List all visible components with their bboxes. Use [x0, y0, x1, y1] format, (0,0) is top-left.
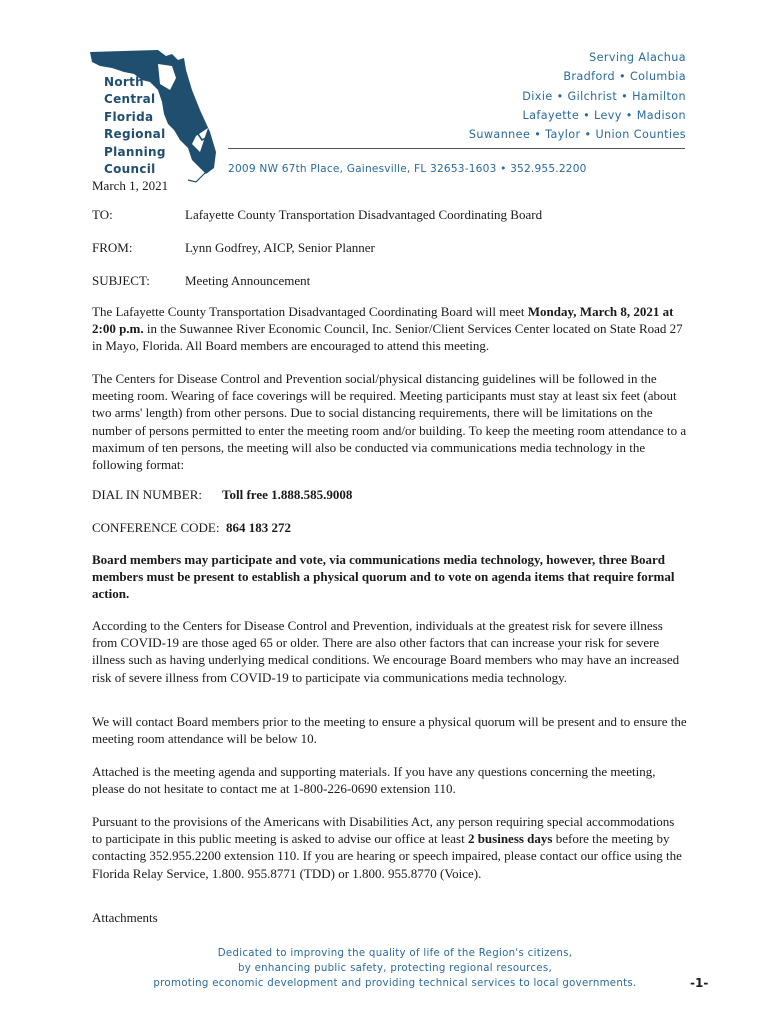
footer-line: by enhancing public safety, protecting regional resources, [237, 962, 553, 974]
text-run: in the Suwannee River Economic Council, Inc. Senior/Client Services Center located on State Road 27 in Mayo, Florida. All Board members are encouraged to attend this meeting. [92, 321, 683, 354]
from-label: FROM: [92, 240, 133, 255]
from-value: Lynn Godfrey, AICP, Senior Planner [185, 240, 375, 255]
header-divider [228, 148, 685, 149]
logo-line: Planning [104, 144, 166, 159]
paragraph-ada [92, 813, 687, 882]
page-number: -1- [690, 976, 709, 990]
organization-address: 2009 NW 67th Place, Gainesville, FL 32653-1603 • 352.955.2200 [228, 163, 587, 175]
logo-line: Florida [104, 109, 154, 124]
conference-code-line [92, 519, 687, 536]
conference-code-value: 864 183 272 [225, 520, 291, 535]
logo-line: Central [104, 92, 156, 107]
logo-line: North [104, 75, 144, 89]
attachments-label: Attachments [92, 910, 158, 925]
serving-line: Serving Alachua [589, 51, 686, 64]
business-days: 2 business days [467, 831, 553, 847]
dial-in-label: DIAL IN NUMBER: [92, 487, 203, 502]
letter-date: March 1, 2021 [92, 178, 169, 193]
logo-line: Council [104, 162, 156, 177]
paragraph-quorum [92, 551, 687, 603]
to-label: TO: [92, 207, 113, 222]
paragraph-attachments-contact: Attached is the meeting agenda and supporting materials. If you have any questions concerning the meeting, please do not hesitate to contact me at 1-800-226-0690 extension 110. [92, 764, 656, 797]
subject-value: Meeting Announcement [185, 273, 311, 288]
serving-line: Suwannee • Taylor • Union Counties [468, 128, 686, 142]
text-run: Pursuant to the provisions of the Americans with Disabilities Act, any person requiring special accommodations to participate in this public meeting is asked to advise our office at least [92, 814, 675, 847]
logo-line: Regional [104, 127, 166, 142]
dial-in-line [92, 486, 687, 503]
meeting-datetime: Monday, March 8, 2021 at 2:00 p.m. [92, 304, 674, 337]
conference-code-label: CONFERENCE CODE: [92, 520, 220, 535]
serving-counties [469, 48, 686, 144]
dial-in-number: Toll free 1.888.585.9008 [222, 487, 353, 502]
paragraph-distancing: The Centers for Disease Control and Prevention social/physical distancing guidelines will be followed in the meeting room. Wearing of face coverings will be required. Meeting participants must stay at least six feet (about two arms' length) from other persons. Due to social distancing requirements, there will be limitations on the number of persons permitted to enter the meeting room and/or building. To keep the meeting room attendance to a maximum of ten persons, the meeting will also be conducted via communications media technology in the following format: [92, 371, 687, 473]
serving-line: Lafayette • Levy • Madison [522, 108, 686, 122]
footer-line: Dedicated to improving the quality of life of the Region's citizens, [217, 948, 573, 959]
organization-logo-text [104, 74, 166, 178]
paragraph-covid-risk: According to the Centers for Disease Control and Prevention, individuals at the greatest risk for severe illness from COVID-19 are those aged 65 or older. There are also other factors that can increase your risk for severe illness such as having underlying medical conditions. We encourage Board members who may have an increased risk of severe illness from COVID-19 to participate via communications media technology. [92, 618, 680, 685]
serving-line: Dixie • Gilchrist • Hamilton [522, 89, 686, 103]
serving-line: Bradford • Columbia [563, 70, 686, 84]
to-value: Lafayette County Transportation Disadvantaged Coordinating Board [185, 207, 543, 222]
subject-label: SUBJECT: [92, 273, 150, 288]
text-run: The Lafayette County Transportation Disadvantaged Coordinating Board will meet [92, 304, 528, 319]
quorum-notice: Board members may participate and vote, via communications media technology, however, three Board members must be present to establish a physical quorum and to vote on agenda items that require formal action. [92, 552, 675, 602]
footer-mission [100, 947, 690, 991]
footer-line: promoting economic development and providing technical services to local governments. [153, 977, 637, 989]
paragraph-quorum-contact: We will contact Board members prior to the meeting to ensure a physical quorum will be present and to ensure the meeting room attendance will be below 10. [92, 714, 687, 747]
paragraph-meeting-info [92, 303, 687, 355]
text-run: before the meeting by contacting 352.955.2200 extension 110. If you are hearing or speech impaired, please contact our office using the Florida Relay Service, 1.800. 955.8771 (TDD) or 1.800. 955.8770 (Voice). [92, 831, 682, 881]
